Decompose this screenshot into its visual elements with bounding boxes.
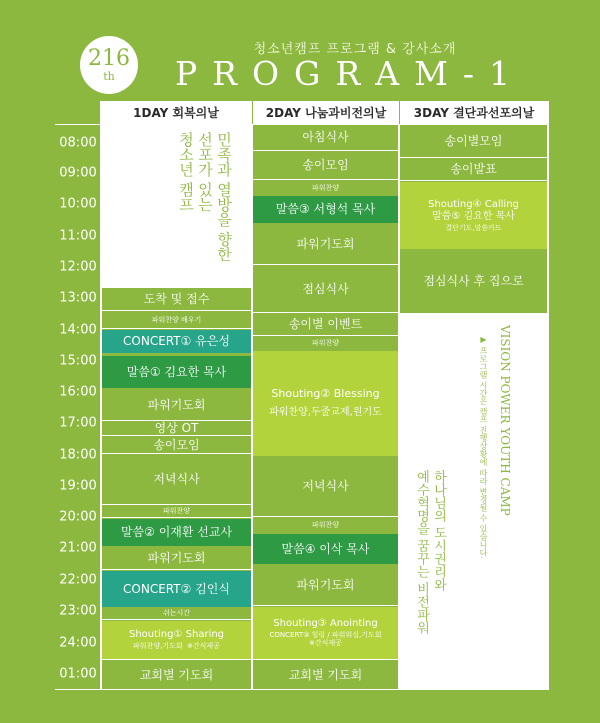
- day3-lunch-home: 점심식사 후 집으로: [400, 250, 547, 312]
- day2-shouting2-title: Shouting② Blessing: [271, 387, 380, 401]
- day1-concert1: CONCERT① 유은성: [102, 330, 251, 353]
- day1-church-prayer: 교회별 기도회: [102, 661, 251, 689]
- day2-word4: 말씀④ 이삭 목사: [253, 534, 398, 564]
- day3-song-group: 송이별모임: [400, 125, 547, 158]
- day1-slogan: [176, 132, 233, 282]
- day3-shouting4-title: Shouting④ Calling: [428, 198, 519, 210]
- day1-header: 1DAY 회복의날: [100, 101, 252, 124]
- day2-breakfast: 아침식사: [253, 125, 398, 151]
- day2-snack: ※간식제공: [309, 639, 342, 648]
- day1-word2: 말씀② 이재환 선교사: [102, 519, 251, 546]
- day1-dinner: 저녁식사: [102, 455, 251, 505]
- day1-rest: 쉬는시간: [102, 607, 251, 620]
- day2-power-prayer2: 파워기도회: [253, 566, 398, 606]
- grid-line: [55, 689, 548, 690]
- time-2100: 21:00: [59, 540, 97, 556]
- day2-shouting3: [253, 607, 398, 660]
- edition-number: 216: [88, 46, 130, 71]
- day2-header: 2DAY 나눔과비전의날: [253, 101, 399, 124]
- day1-word1: 말씀① 김요한 목사: [102, 356, 251, 388]
- day1-power-praise: 파워찬양: [102, 506, 251, 518]
- time-1900: 19:00: [59, 478, 97, 494]
- vision-note: ▶ 프로그램 시간은 캠프 진행상황에 따라 변경될 수 있습니다.: [479, 335, 488, 559]
- day2-song-meeting: 송이모임: [253, 152, 398, 180]
- grid-line: [547, 101, 549, 690]
- time-1300: 13:00: [59, 290, 97, 306]
- page-title: PROGRAM-1: [174, 54, 526, 93]
- page-subtitle: 청소년캠프 프로그램 & 강사소개: [253, 42, 457, 57]
- day2-word3: 말씀③ 서형석 목사: [253, 196, 398, 223]
- day3-shouting4-word: 말씀⑤ 김요한 목사: [432, 211, 515, 223]
- day2-shouting3-title: Shouting③ Anointing: [273, 618, 378, 629]
- edition-suffix: th: [103, 70, 115, 83]
- day2-power-prayer1: 파워기도회: [253, 224, 398, 265]
- time-2200: 22:00: [59, 572, 97, 588]
- day1-slogan-line1: 민족과 열방을 향한: [215, 132, 233, 262]
- day1-shouting1-sub: [133, 642, 220, 651]
- day1-shouting1-sub-text: 파워찬양,기도회: [133, 641, 183, 650]
- vision-title: VISION POWER YOUTH CAMP: [498, 325, 512, 516]
- day2-shouting2-sub: 파워찬양,두줄교제,원기도: [269, 407, 382, 419]
- day1-slogan-line3: 청소년 캠프: [177, 132, 195, 212]
- day1-song-meeting: 송이모임: [102, 437, 251, 454]
- day2-dinner: 저녁식사: [253, 457, 398, 517]
- time-2000: 20:00: [59, 509, 97, 525]
- vision-slogan-line2: 예수혁명을 꿈꾸는 비전파워: [414, 470, 429, 635]
- day2-song-event: 송이별 이벤트: [253, 314, 398, 336]
- day2-power-praise1: 파워찬양: [253, 181, 398, 195]
- time-1000: 10:00: [59, 196, 97, 212]
- day1-snack: ※간식제공: [187, 641, 220, 650]
- time-1700: 17:00: [59, 415, 97, 431]
- day3-shouting4: [400, 182, 547, 249]
- time-0800: 08:00: [59, 135, 97, 151]
- time-1100: 11:00: [59, 228, 97, 244]
- day1-shouting1: [102, 621, 251, 660]
- day1-arrival: 도착 및 접수: [102, 289, 251, 311]
- day1-concert2: CONCERT② 김인식: [102, 571, 251, 607]
- time-1800: 18:00: [59, 447, 97, 463]
- time-2300: 23:00: [59, 603, 97, 619]
- time-2400: 24:00: [59, 635, 97, 651]
- day3-shouting4-sub: 결단기도,말씀카드: [445, 223, 502, 232]
- time-1200: 12:00: [59, 259, 97, 275]
- vision-slogan: [413, 470, 447, 680]
- day1-shouting1-title: Shouting① Sharing: [128, 629, 225, 641]
- time-1400: 14:00: [59, 322, 97, 338]
- day1-power-prayer1: 파워기도회: [102, 391, 251, 421]
- day2-shouting2: [253, 351, 398, 456]
- day1-video-ot: 영상 OT: [102, 422, 251, 436]
- day1-praise-learn: 파워찬양 배우기: [102, 312, 251, 329]
- time-0900: 09:00: [59, 165, 97, 181]
- day3-header: 3DAY 결단과선포의날: [400, 101, 548, 124]
- day2-shouting3-sub: CONCERT③ 힐링 / 파워워십,기도회: [269, 630, 382, 639]
- day2-lunch: 점심식사: [253, 266, 398, 313]
- day2-power-praise2: 파워찬양: [253, 337, 398, 350]
- time-1600: 16:00: [59, 384, 97, 400]
- day2-church-prayer: 교회별 기도회: [253, 661, 398, 689]
- day3-song-present: 송이발표: [400, 159, 547, 181]
- day1-power-prayer2: 파워기도회: [102, 548, 251, 570]
- day1-slogan-line2: 선포가 있는: [196, 132, 214, 212]
- time-0100: 01:00: [59, 666, 97, 682]
- time-1500: 15:00: [59, 353, 97, 369]
- vision-slogan-line1: 하나님의 도시권리와: [431, 470, 446, 592]
- day2-power-praise3: 파워찬양: [253, 518, 398, 533]
